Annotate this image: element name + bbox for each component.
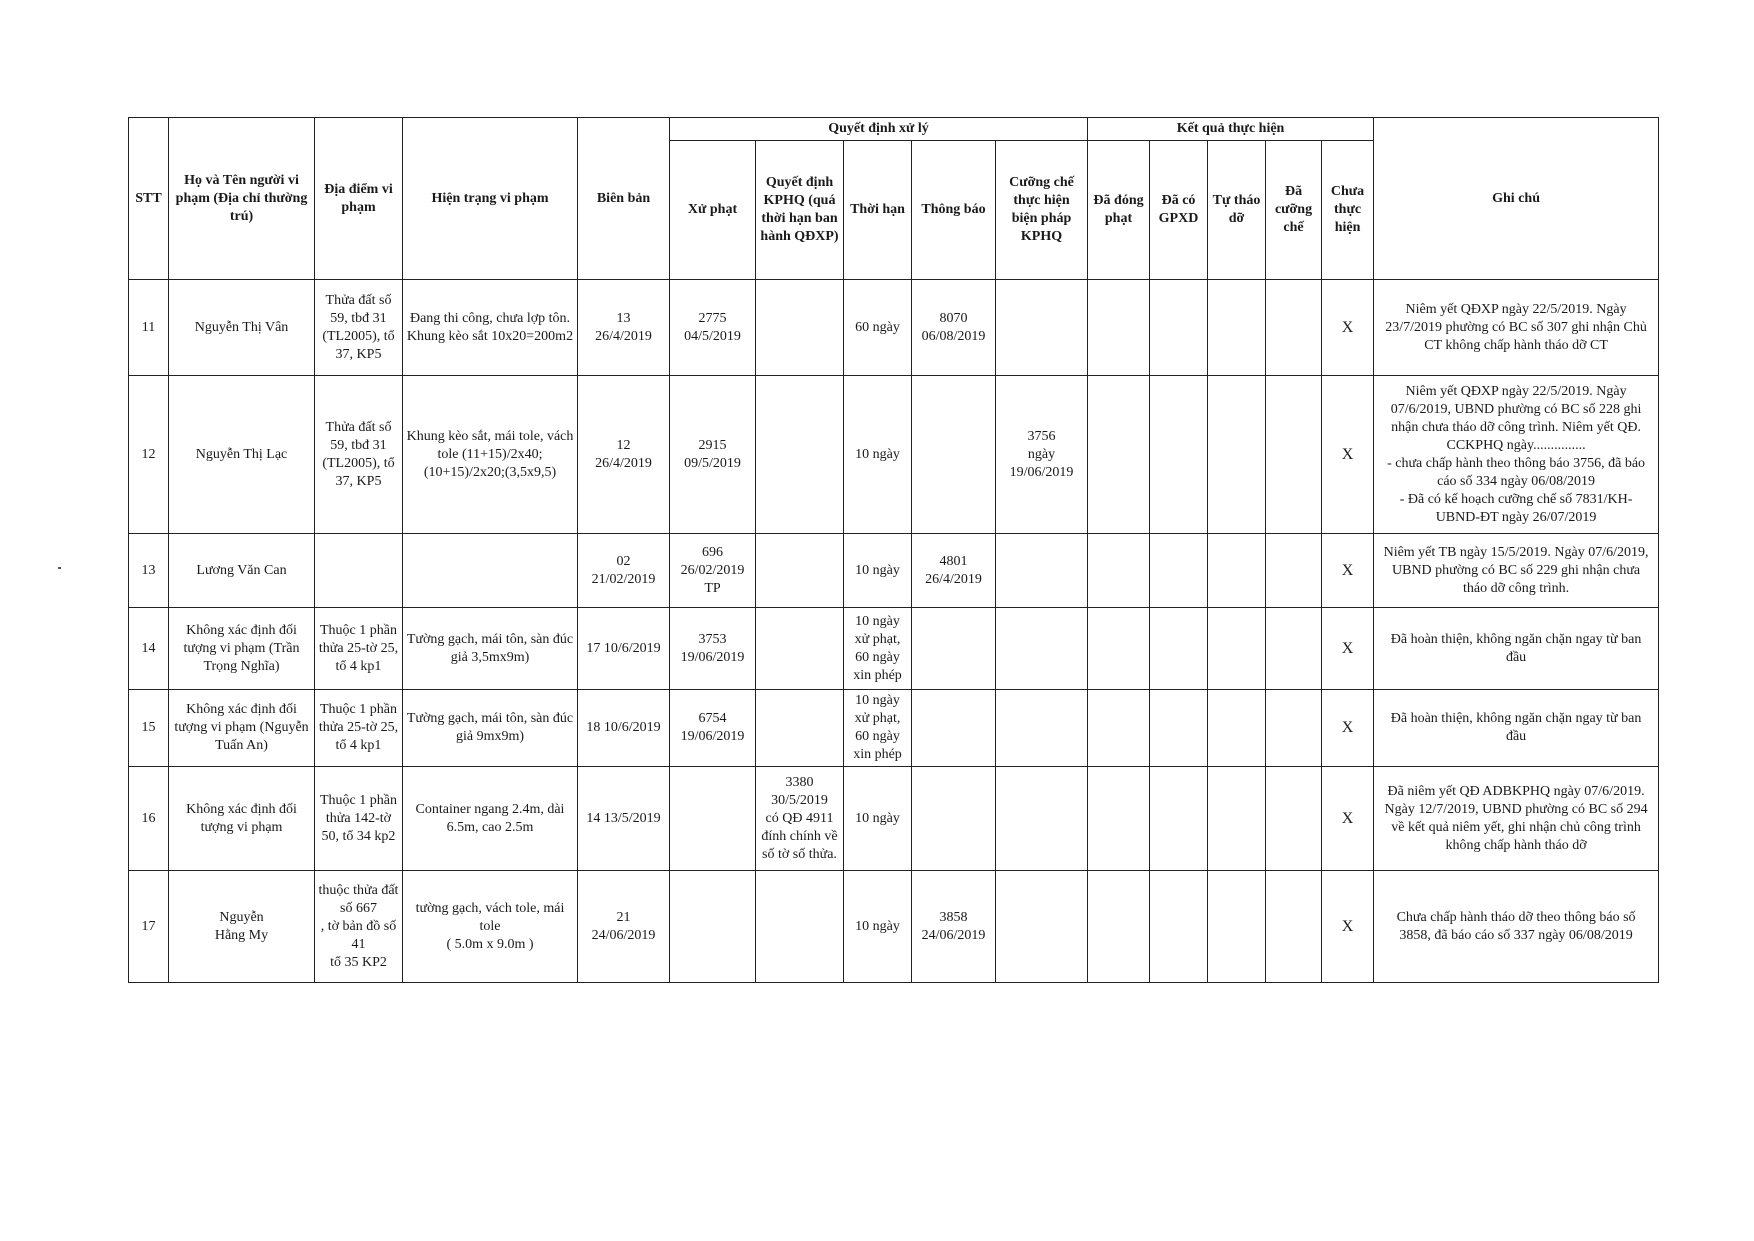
cell-text: 12 [141,446,156,462]
cell-status [403,690,578,767]
cell-kphq [756,608,844,690]
cell-text: 10 ngày xử phạt, 60 ngày xin phép [853,613,902,683]
cell-text: Niêm yết QĐXP ngày 22/5/2019. Ngày 23/7/2019 phường có BC số 307 ghi nhận Chủ CT không chấp hành tháo dỡ CT [1385,301,1647,353]
cell-paid [1088,534,1150,608]
cell-text: X [1341,719,1354,736]
table-row [129,767,1659,871]
cell-notice [912,534,996,608]
cell-not-done [1322,534,1374,608]
cell-text: 09/5/2019 [684,455,741,471]
cell-text: tổ 35 KP2 [330,954,387,970]
cell-status [403,376,578,534]
cell-text: Thửa đất số 59, tbđ 31 (TL2005), tổ 37, KP5 [322,292,395,362]
header-group-result: Kết quả thực hiện [1088,118,1374,141]
cell-not-done [1322,376,1374,534]
cell-enforce [996,534,1088,608]
cell-text: 10 ngày [855,810,900,826]
cell-text: 8070 [939,310,968,326]
cell-enforced [1266,608,1322,690]
cell-note [1374,871,1659,983]
cell-notice [912,690,996,767]
cell-penalty [670,690,756,767]
table-row [129,690,1659,767]
cell-note [1374,534,1659,608]
cell-name [169,871,315,983]
cell-text: Khung kèo sắt, mái tole, vách tole (11+15)/2x40;(10+15)/2x20;(3,5x9,5) [406,428,574,480]
cell-text: 19/06/2019 [1009,464,1074,480]
cell-kphq [756,534,844,608]
cell-not-done [1322,280,1374,376]
cell-text: ( 5.0m x 9.0m ) [446,936,534,952]
cell-note [1374,690,1659,767]
cell-stt [129,690,169,767]
cell-text: X [1341,561,1354,579]
cell-text: 696 [702,544,723,560]
cell-text: 3858 [939,909,968,925]
cell-location [315,534,403,608]
cell-text: 18 10/6/2019 [586,720,661,735]
cell-text: 24/06/2019 [591,927,656,943]
cell-text: thuộc thửa đất số 667 [318,882,399,916]
cell-text: , tờ bản đồ số 41 [320,918,397,952]
cell-status [403,534,578,608]
cell-enforce [996,871,1088,983]
cell-penalty [670,608,756,690]
cell-enforced [1266,280,1322,376]
cell-not-done [1322,690,1374,767]
cell-text: 10 ngày [855,918,900,934]
cell-self-demolish [1208,871,1266,983]
cell-text: Nguyễn [219,909,264,925]
cell-name [169,376,315,534]
header-deadline: Thời hạn [844,141,912,280]
cell-location [315,871,403,983]
header-self-demolish: Tự tháo dỡ [1208,141,1266,280]
cell-penalty [670,871,756,983]
cell-stt [129,767,169,871]
cell-deadline [844,690,912,767]
header-enforce: Cưỡng chế thực hiện biện pháp KPHQ [996,141,1088,280]
header-enforced: Đã cưỡng chế [1266,141,1322,280]
header-notice: Thông báo [912,141,996,280]
cell-text: Lương Văn Can [196,562,287,578]
cell-permit [1150,534,1208,608]
cell-text: - chưa chấp hành theo thông báo 3756, đã báo cáo số 334 ngày 06/08/2019 [1387,455,1646,489]
table-row [129,280,1659,376]
cell-paid [1088,280,1150,376]
cell-text: Thửa đất số 59, tbđ 31 (TL2005), tổ 37, KP5 [322,419,395,489]
cell-enforced [1266,690,1322,767]
cell-text: có QĐ 4911 đính chính về số tờ số thửa. [761,810,838,862]
cell-name [169,767,315,871]
header-location: Địa điểm vi phạm [315,118,403,280]
cell-record [578,767,670,871]
cell-text: 2775 [698,310,727,326]
cell-text: Không xác định đối tượng vi phạm (Trần Trọng Nghĩa) [183,622,300,674]
cell-text: 19/06/2019 [680,649,745,665]
cell-text: 14 [141,640,156,656]
cell-text: 26/4/2019 [595,455,652,471]
cell-not-done [1322,767,1374,871]
cell-stt [129,376,169,534]
cell-text: X [1341,318,1354,336]
cell-text: Tường gạch, mái tôn, sàn đúc giả 3,5mx9m) [406,631,574,665]
cell-text: 06/08/2019 [921,328,986,344]
cell-text: X [1341,445,1354,463]
header-note: Ghi chú [1374,118,1659,280]
cell-text: 15 [141,720,156,735]
cell-text: Đã hoàn thiện, không ngăn chặn ngay từ ban đầu [1390,631,1642,665]
header-permit: Đã có GPXD [1150,141,1208,280]
cell-text: 6754 [698,711,727,726]
cell-record [578,280,670,376]
header-name: Họ và Tên người vi phạm (Địa chỉ thường trú) [169,118,315,280]
cell-text: 26/4/2019 [925,571,982,587]
cell-name [169,608,315,690]
cell-self-demolish [1208,376,1266,534]
cell-location [315,767,403,871]
cell-notice [912,280,996,376]
header-kphq: Quyết định KPHQ (quá thời hạn ban hành QĐXP) [756,141,844,280]
cell-penalty [670,280,756,376]
cell-text: 17 10/6/2019 [586,640,661,656]
cell-name [169,534,315,608]
cell-deadline [844,376,912,534]
header-stt: STT [129,118,169,280]
cell-kphq [756,767,844,871]
cell-deadline [844,767,912,871]
cell-deadline [844,608,912,690]
cell-text: TP [704,580,721,596]
cell-kphq [756,871,844,983]
cell-self-demolish [1208,608,1266,690]
cell-notice [912,871,996,983]
header-not-done: Chưa thực hiện [1322,141,1374,280]
cell-stt [129,871,169,983]
cell-self-demolish [1208,767,1266,871]
document-sheet [128,117,1658,983]
cell-text: Thuộc 1 phần thửa 25-tờ 25, tổ 4 kp1 [318,622,399,674]
cell-text: 16 [141,810,156,826]
cell-notice [912,376,996,534]
header-status: Hiện trạng vi phạm [403,118,578,280]
cell-text: Tường gạch, mái tôn, sàn đúc giả 9mx9m) [406,711,574,744]
cell-text: 10 ngày xử phạt, 60 ngày xin phép [853,693,902,762]
cell-text: 3753 [698,631,727,647]
cell-text: Đã hoàn thiện, không ngăn chặn ngay từ ban đầu [1390,711,1642,744]
cell-enforced [1266,767,1322,871]
cell-notice [912,767,996,871]
cell-stt [129,608,169,690]
cell-permit [1150,690,1208,767]
cell-name [169,690,315,767]
cell-enforce [996,376,1088,534]
cell-paid [1088,608,1150,690]
cell-text: 12 [616,437,631,453]
cell-deadline [844,534,912,608]
header-penalty: Xử phạt [670,141,756,280]
cell-not-done [1322,871,1374,983]
cell-note [1374,608,1659,690]
cell-text: Niêm yết QĐXP ngày 22/5/2019. Ngày 07/6/2019, UBND phường có BC số 228 ghi nhận chưa tháo dỡ công trình. Niêm yết QĐ. CCKPHQ ngày............... [1390,383,1642,453]
cell-status [403,280,578,376]
cell-text: tường gạch, vách tole, mái tole [415,900,565,934]
cell-text: Chưa chấp hành tháo dỡ theo thông báo số 3858, đã báo cáo số 337 ngày 06/08/2019 [1396,909,1636,943]
cell-location [315,280,403,376]
cell-text: 02 [616,553,631,569]
cell-text: 17 [141,918,156,934]
cell-permit [1150,376,1208,534]
cell-paid [1088,690,1150,767]
cell-text: 21/02/2019 [591,571,656,587]
cell-location [315,376,403,534]
table-row [129,376,1659,534]
cell-permit [1150,871,1208,983]
header-group-decision: Quyết định xử lý [670,118,1088,141]
cell-status [403,871,578,983]
cell-enforce [996,767,1088,871]
cell-status [403,767,578,871]
cell-text: Đang thi công, chưa lợp tôn. Khung kèo sắt 10x20=200m2 [406,310,574,344]
cell-kphq [756,280,844,376]
cell-not-done [1322,608,1374,690]
cell-enforced [1266,376,1322,534]
cell-record [578,608,670,690]
cell-text: Không xác định đối tượng vi phạm (Nguyễn Tuấn An) [174,702,309,753]
table-body [129,280,1659,983]
cell-deadline [844,871,912,983]
cell-kphq [756,690,844,767]
cell-text: Niêm yết TB ngày 15/5/2019. Ngày 07/6/2019, UBND phường có BC số 229 ghi nhận chưa tháo dỡ công trình. [1383,544,1649,596]
cell-penalty [670,534,756,608]
cell-text: Không xác định đối tượng vi phạm [186,801,297,835]
cell-text: 2915 [698,437,727,453]
cell-text: 30/5/2019 [771,792,828,808]
cell-stt [129,280,169,376]
cell-note [1374,767,1659,871]
cell-text: Thuộc 1 phần thửa 142-tờ 50, tổ 34 kp2 [320,792,397,844]
cell-enforce [996,690,1088,767]
cell-text: X [1341,639,1354,657]
cell-text: Nguyễn Thị Lạc [195,446,288,462]
cell-stt [129,534,169,608]
cell-record [578,690,670,767]
cell-paid [1088,767,1150,871]
cell-text: 14 13/5/2019 [586,810,661,826]
cell-record [578,534,670,608]
cell-enforced [1266,871,1322,983]
table-row [129,608,1659,690]
cell-kphq [756,376,844,534]
cell-text: 10 ngày [855,446,900,462]
cell-text: 10 ngày [855,562,900,578]
cell-text: X [1341,917,1354,935]
cell-text: Thuộc 1 phần thửa 25-tờ 25, tổ 4 kp1 [318,702,399,753]
cell-text: 11 [141,319,156,335]
cell-penalty [670,767,756,871]
cell-enforce [996,608,1088,690]
cell-text: 4801 [939,553,968,569]
cell-location [315,690,403,767]
cell-text: - Đã có kế hoạch cưỡng chế số 7831/KH-UBND-ĐT ngày 26/07/2019 [1399,491,1633,525]
cell-status [403,608,578,690]
table-row [129,534,1659,608]
cell-record [578,376,670,534]
cell-text: 19/06/2019 [680,729,745,744]
cell-text: 3756 [1027,428,1056,444]
cell-text: 13 [616,310,631,326]
table-row [129,871,1659,983]
cell-enforced [1266,534,1322,608]
cell-self-demolish [1208,690,1266,767]
cell-notice [912,608,996,690]
cell-paid [1088,871,1150,983]
scan-speck [58,567,61,569]
cell-location [315,608,403,690]
cell-text: 04/5/2019 [684,328,741,344]
cell-penalty [670,376,756,534]
cell-text: Đã niêm yết QĐ ADBKPHQ ngày 07/6/2019. Ngày 12/7/2019, UBND phường có BC số 294 về kết quả niêm yết, ghi nhận chủ công trình không chấp hành tháo dỡ [1384,783,1648,853]
cell-text: X [1341,809,1354,827]
cell-permit [1150,767,1208,871]
cell-enforce [996,280,1088,376]
cell-permit [1150,280,1208,376]
violation-table [128,117,1659,983]
cell-note [1374,376,1659,534]
header-record: Biên bản [578,118,670,280]
cell-permit [1150,608,1208,690]
header-paid: Đã đóng phạt [1088,141,1150,280]
cell-text: 3380 [785,774,814,790]
cell-note [1374,280,1659,376]
cell-text: Container ngang 2.4m, dài 6.5m, cao 2.5m [415,801,565,835]
cell-text: Hằng My [214,927,269,943]
header-group-row [129,118,1659,141]
cell-text: 13 [141,562,156,578]
cell-text: 26/02/2019 [680,562,745,578]
cell-record [578,871,670,983]
cell-paid [1088,376,1150,534]
cell-text: ngày [1027,446,1056,462]
cell-deadline [844,280,912,376]
cell-text: 21 [616,909,631,925]
cell-text: 26/4/2019 [595,328,652,344]
cell-self-demolish [1208,534,1266,608]
cell-name [169,280,315,376]
cell-text: Nguyễn Thị Vân [194,319,289,335]
cell-text: 24/06/2019 [921,927,986,943]
cell-self-demolish [1208,280,1266,376]
cell-text: 60 ngày [855,319,900,335]
